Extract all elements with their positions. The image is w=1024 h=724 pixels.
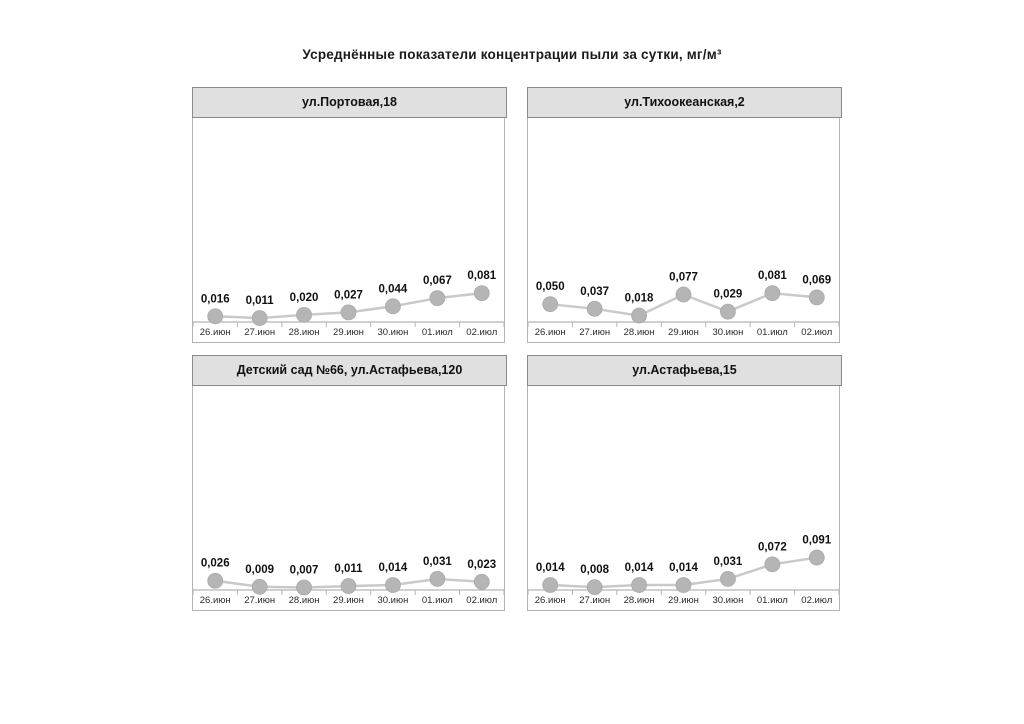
data-point-label: 0,014 [535, 562, 565, 575]
data-point-marker [430, 571, 445, 586]
x-tick-label: 28.июн [288, 595, 320, 606]
data-point-label: 0,020 [289, 291, 319, 304]
data-point-label: 0,081 [757, 270, 787, 283]
data-point-marker [208, 309, 223, 324]
x-tick-label: 26.июн [534, 595, 566, 606]
x-tick-label: 29.июн [668, 595, 699, 606]
data-point-label: 0,050 [535, 281, 565, 294]
data-point-label: 0,014 [378, 562, 408, 575]
data-point-marker [676, 578, 691, 593]
data-point-label: 0,007 [289, 564, 319, 577]
data-point-marker [765, 557, 780, 572]
data-point-label: 0,011 [334, 563, 363, 576]
data-point-marker [632, 578, 647, 593]
x-tick-label: 02.июл [801, 327, 833, 338]
data-point-label: 0,069 [802, 274, 832, 287]
data-point-label: 0,014 [624, 562, 654, 575]
data-point-marker [632, 308, 647, 323]
data-point-label: 0,072 [757, 541, 787, 554]
x-tick-label: 26.июн [199, 327, 231, 338]
x-tick-label: 28.июн [623, 595, 655, 606]
page-title: Усреднённые показатели концентрации пыли за сутки, мг/м³ [302, 47, 722, 62]
data-point-marker [474, 286, 489, 301]
chart-svg [528, 386, 839, 610]
data-point-label: 0,044 [378, 283, 408, 296]
line-chart [193, 118, 504, 342]
data-point-label: 0,011 [245, 295, 274, 308]
x-tick-label: 27.июн [579, 595, 611, 606]
data-point-marker [385, 578, 400, 593]
x-tick-label: 01.июл [421, 327, 453, 338]
x-tick-label: 30.июн [377, 327, 409, 338]
x-tick-label: 02.июл [466, 327, 498, 338]
x-tick-label: 01.июл [421, 595, 453, 606]
x-tick-label: 29.июн [668, 327, 699, 338]
x-tick-label: 28.июн [623, 327, 655, 338]
x-tick-label: 01.июл [756, 327, 788, 338]
data-point-marker [720, 304, 735, 319]
data-point-marker [474, 574, 489, 589]
x-tick-label: 30.июн [712, 327, 744, 338]
x-tick-label: 26.июн [534, 327, 566, 338]
data-point-marker [297, 307, 312, 322]
data-point-label: 0,023 [467, 558, 497, 571]
chart-panel-title: ул.Портовая,18 [192, 87, 507, 118]
chart-panel-title: ул.Тихоокеанская,2 [527, 87, 842, 118]
x-tick-label: 27.июн [579, 327, 611, 338]
data-point-label: 0,031 [422, 555, 452, 568]
data-point-marker [341, 305, 356, 320]
line-chart [528, 118, 839, 342]
data-point-marker [543, 297, 558, 312]
chart-panel-title: Детский сад №66, ул.Астафьева,120 [192, 355, 507, 386]
data-point-marker [587, 580, 602, 595]
data-point-label: 0,031 [713, 555, 743, 568]
x-tick-label: 26.июн [199, 595, 231, 606]
chart-panel-portovaya-18 [192, 87, 505, 343]
data-point-marker [385, 299, 400, 314]
data-point-label: 0,067 [422, 275, 452, 288]
data-point-marker [252, 311, 267, 326]
x-tick-label: 30.июн [377, 595, 409, 606]
data-point-marker [809, 290, 824, 305]
data-point-label: 0,037 [580, 285, 610, 298]
data-point-marker [587, 301, 602, 316]
chart-panel-tikhookeanskaya-2 [527, 87, 840, 343]
data-point-label: 0,016 [200, 293, 230, 306]
data-point-marker [765, 286, 780, 301]
data-point-label: 0,018 [624, 292, 654, 305]
chart-panel-title: ул.Астафьева,15 [527, 355, 842, 386]
chart-svg [528, 118, 839, 342]
data-point-label: 0,026 [200, 557, 230, 570]
data-point-marker [208, 573, 223, 588]
line-chart [528, 386, 839, 610]
chart-svg [193, 118, 504, 342]
data-point-marker [252, 579, 267, 594]
data-point-marker [297, 580, 312, 595]
x-tick-label: 27.июн [244, 327, 276, 338]
data-point-label: 0,008 [580, 564, 610, 577]
data-point-label: 0,091 [802, 534, 832, 547]
data-point-label: 0,009 [245, 563, 275, 576]
data-point-label: 0,014 [669, 562, 698, 575]
x-tick-label: 27.июн [244, 595, 276, 606]
data-point-marker [543, 578, 558, 593]
data-point-marker [720, 571, 735, 586]
x-tick-label: 29.июн [333, 327, 364, 338]
data-point-marker [809, 550, 824, 565]
x-tick-label: 30.июн [712, 595, 744, 606]
x-tick-label: 01.июл [756, 595, 788, 606]
chart-panel-astafyeva-15 [527, 355, 840, 611]
data-point-marker [341, 579, 356, 594]
x-tick-label: 02.июл [801, 595, 833, 606]
data-point-label: 0,027 [334, 289, 363, 302]
data-point-marker [676, 287, 691, 302]
x-tick-label: 28.июн [288, 327, 320, 338]
data-point-label: 0,029 [713, 288, 743, 301]
x-tick-label: 29.июн [333, 595, 364, 606]
chart-svg [193, 386, 504, 610]
data-point-marker [430, 291, 445, 306]
data-point-label: 0,081 [467, 270, 497, 283]
line-chart [193, 386, 504, 610]
data-point-label: 0,077 [669, 271, 698, 284]
chart-panel-detskiy-sad-66 [192, 355, 505, 611]
x-tick-label: 02.июл [466, 595, 498, 606]
